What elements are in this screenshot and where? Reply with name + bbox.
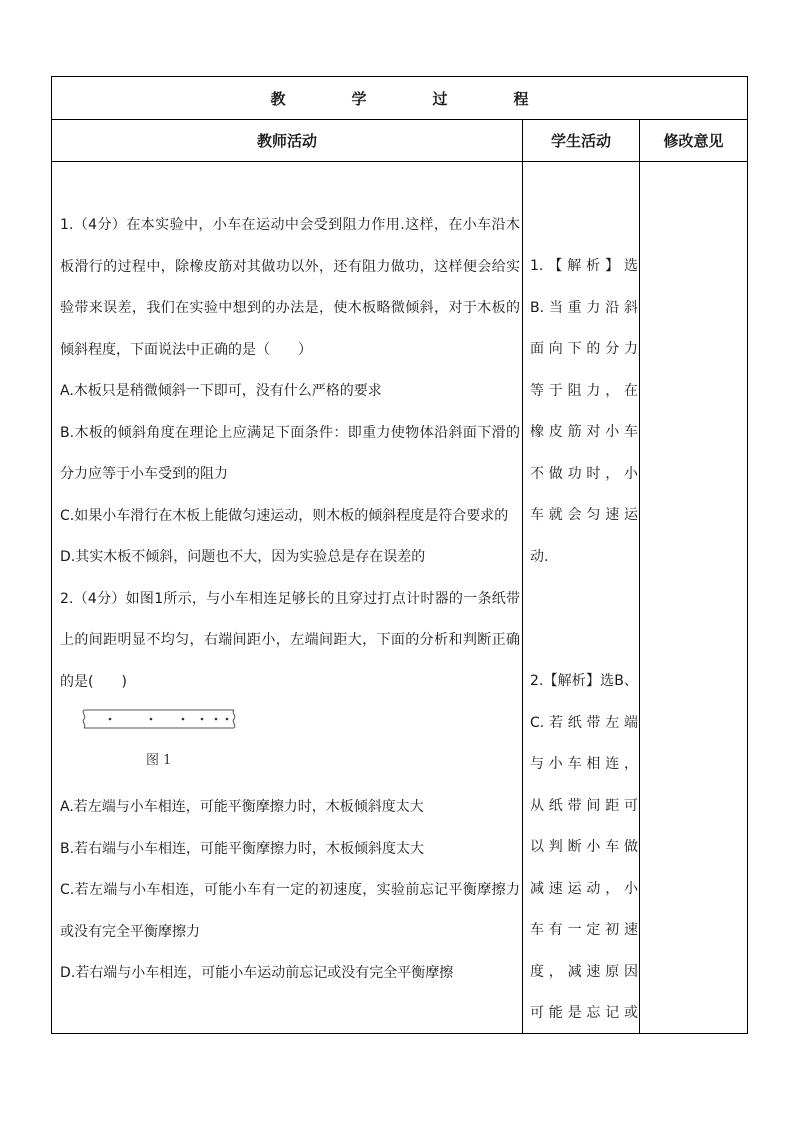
question-1-stem: 1.（4分）在本实验中，小车在运动中会受到阻力作用.这样，在小车沿木板滑行的过程中，除橡皮筋对其做功以外，还有阻力做功，这样便会给实验带来误差，我们在实验中想到的办法是，使木板略微倾斜，对于木板的倾斜程度，下面说法中正确的是（ ） [60,217,520,358]
answer-2-line: 与小车相连， [530,756,638,772]
header-revision-notes: 修改意见 [663,132,724,150]
teacher-activity-cell [60,162,520,995]
question-1-option-a: A.木板只是稍微倾斜一下即可，没有什么严格的要求 [60,383,382,399]
answer-1 [530,246,638,578]
question-2-option-a: A.若左端与小车相连，可能平衡摩擦力时，木板倾斜度太大 [60,799,424,815]
answer-1-line: 不做功时，小 [530,465,638,482]
question-1-option-b: B.木板的倾斜角度在理论上应满足下面条件：即重力使物体沿斜面下滑的分力应等于小车受到的阻力 [60,424,520,482]
column-divider [639,120,640,1033]
answer-2-line: 车有一定初速 [530,922,638,938]
question-2-option-b: B.若右端与小车相连，可能平衡摩擦力时，木板倾斜度太大 [60,840,425,857]
answer-2 [530,661,638,1035]
lesson-table [51,76,748,1034]
answer-2-line: 可能是忘记或 [530,1005,638,1021]
table-header-row [52,120,747,162]
question-2-option-c: C.若左端与小车相连，可能小车有一定的初速度，实验前忘记平衡摩擦力或没有完全平衡摩擦力 [60,882,520,940]
answer-2-line: C.若纸带左端 [530,714,638,731]
question-2-option-d: D.若右端与小车相连，可能小车运动前忘记或没有完全平衡摩擦 [60,965,454,981]
header-student-activity: 学生活动 [550,132,611,150]
answer-2-line: 从纸带间距可 [530,797,638,814]
question-1-option-c: C.如果小车滑行在木板上能做匀速运动，则木板的倾斜程度是符合要求的 [60,507,509,524]
answer-1-line: 动. [530,548,549,565]
answer-1-line: 1.【解析】选 [530,258,638,274]
header-teacher-activity: 教师活动 [256,132,317,150]
title-char: 过 [432,89,448,108]
answer-2-line: 2.【解析】选B、 [530,673,638,689]
answer-1-line: 面向下的分力 [530,341,638,357]
answer-1-line: 等于阻力，在 [530,382,638,399]
figure-1 [60,703,520,787]
student-activity-cell [530,162,638,1035]
title-char: 程 [513,89,529,108]
answer-2-line: 以判断小车做 [530,839,638,855]
table-title-row [52,77,747,120]
title-char: 教 [270,89,286,108]
paper-tape-figure [80,703,240,739]
answer-1-line: B.当重力沿斜 [530,299,638,316]
question-1-option-d: D.其实木板不倾斜，问题也不大，因为实验总是存在误差的 [60,549,426,565]
answer-1-line: 橡皮筋对小车 [530,424,638,440]
figure-caption: 图 1 [146,753,172,768]
question-2-stem: 2.（4分）如图1所示，与小车相连足够长的且穿过打点计时器的一条纸带上的间距明显不均匀，右端间距小，左端间距大，下面的分析和判断正确的是( ) [60,590,520,690]
answer-2-line: 度，减速原因 [530,963,638,980]
answer-2-line: 减速运动，小 [530,880,638,897]
title-char: 学 [351,89,367,108]
answer-1-line: 车就会匀速运 [530,507,638,523]
column-divider [522,120,523,1033]
